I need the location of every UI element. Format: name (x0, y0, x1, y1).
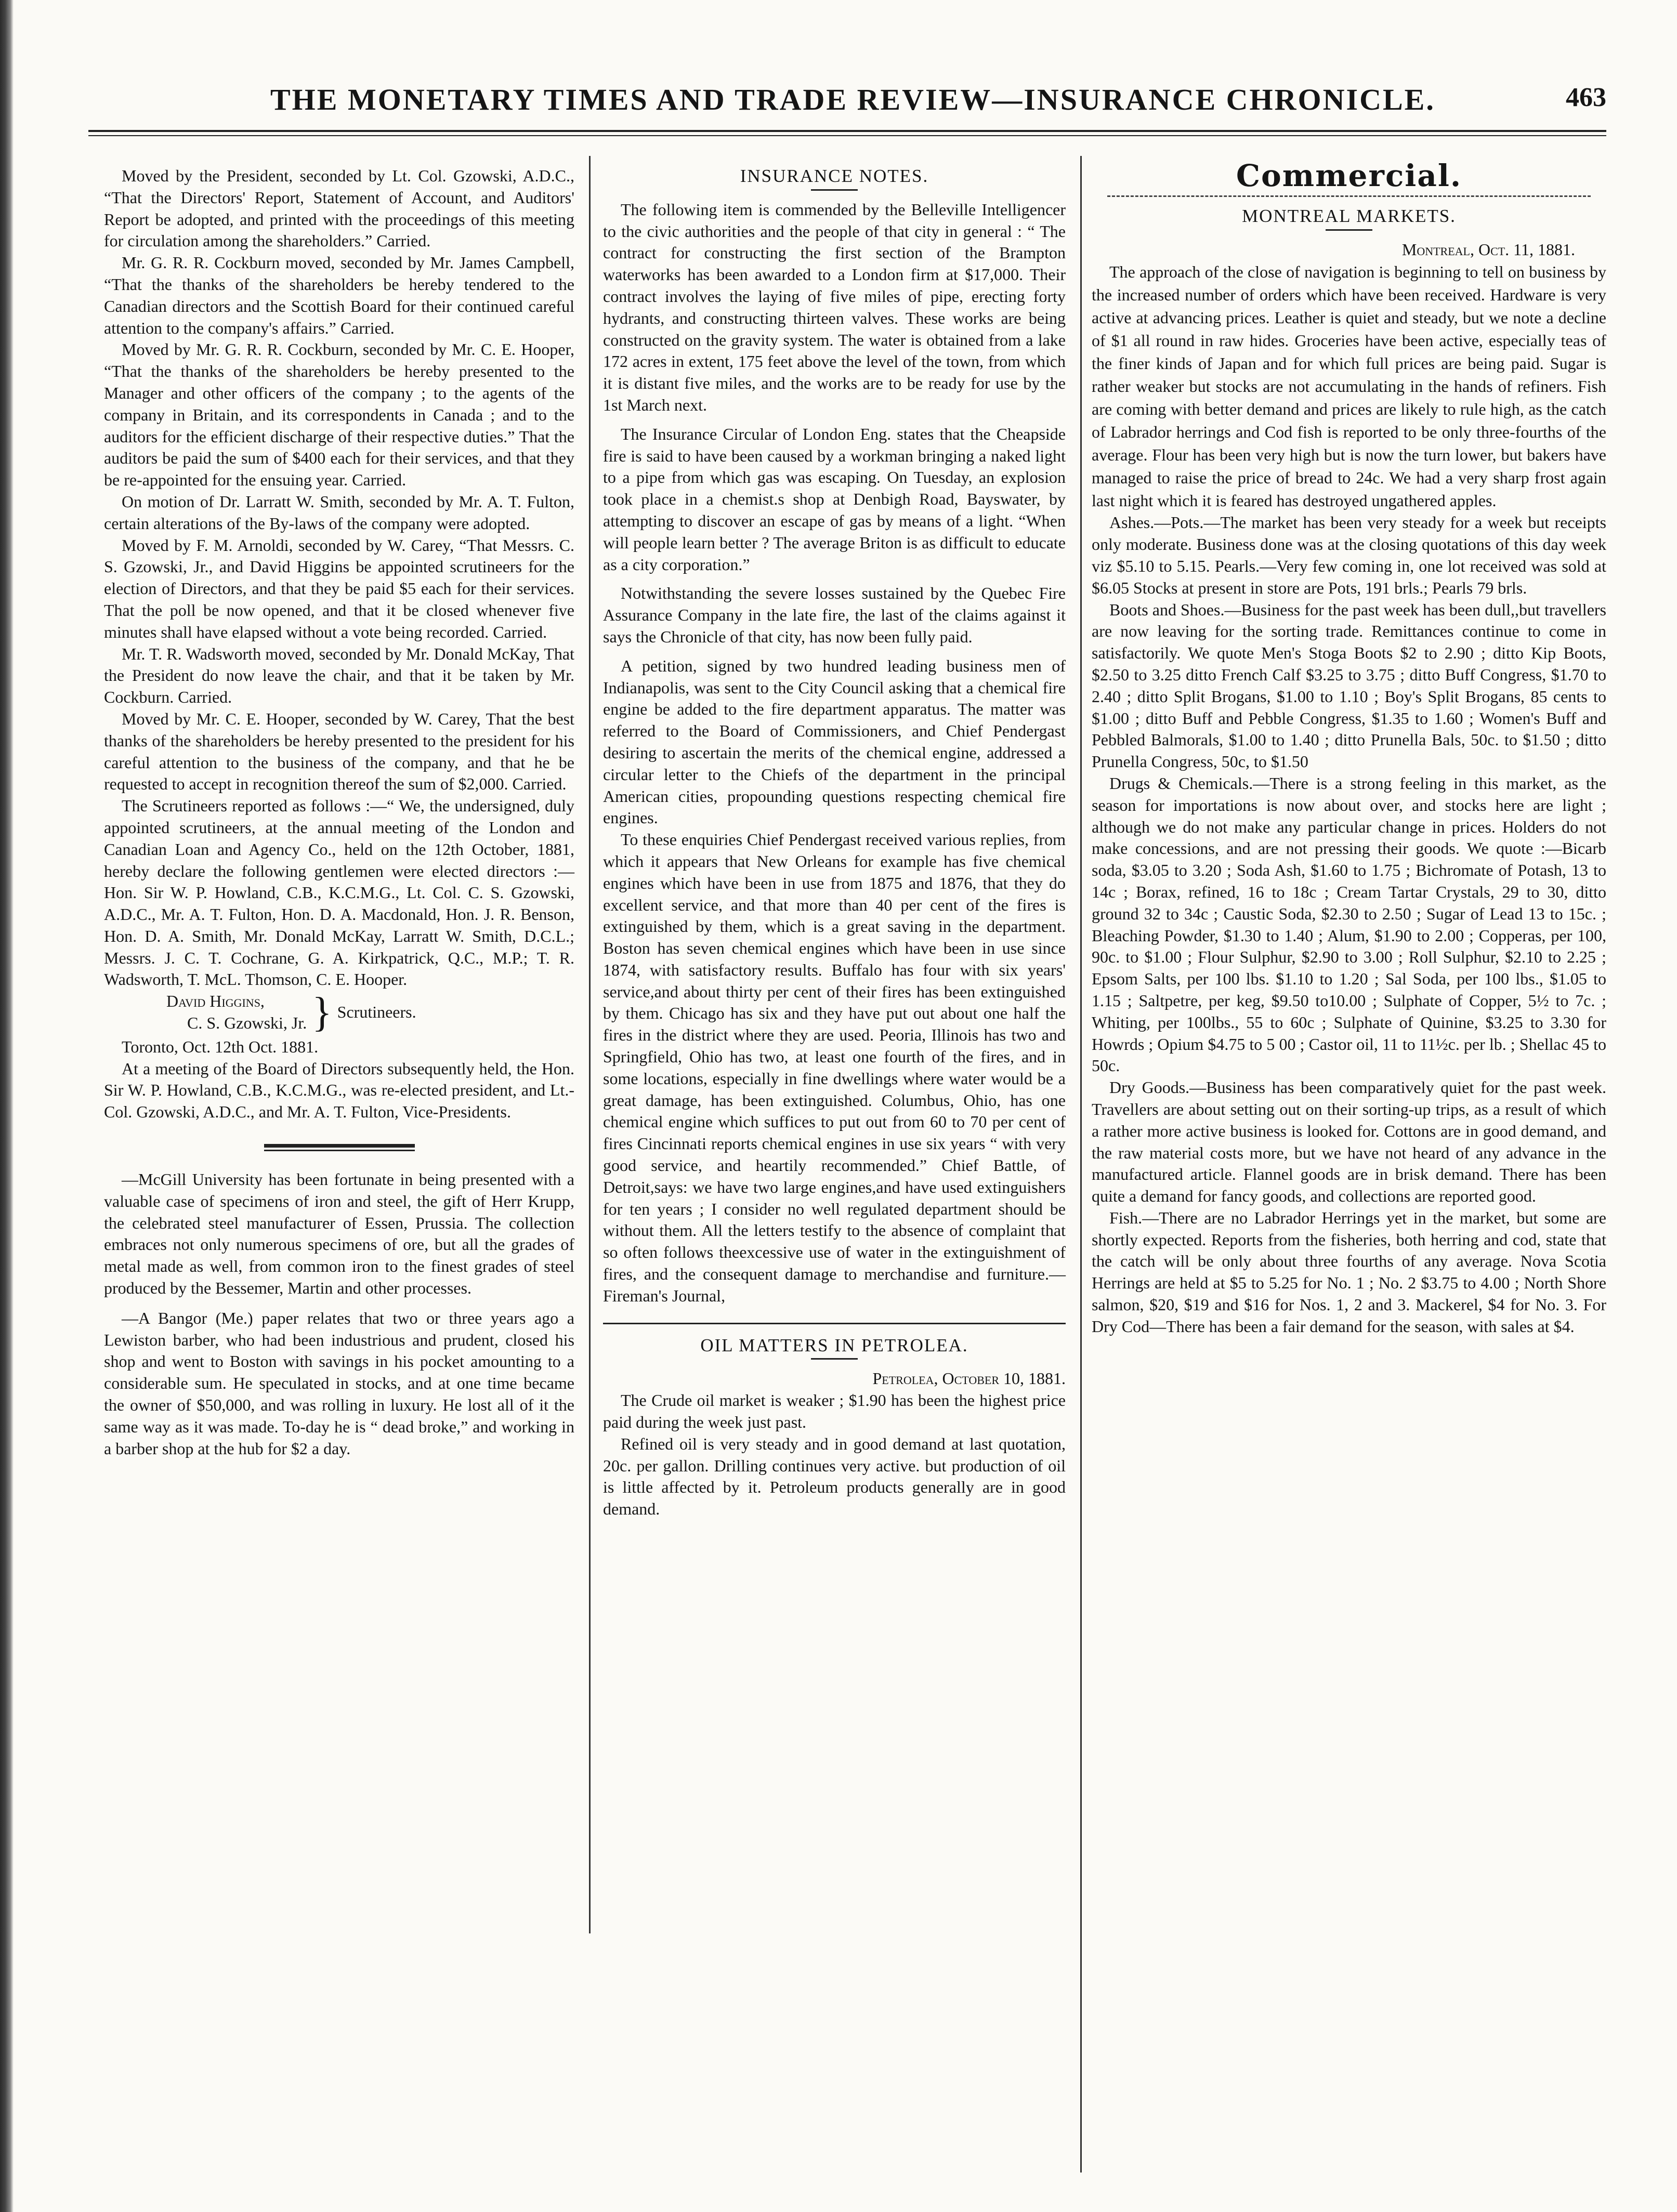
left-column (104, 165, 574, 1459)
minutes-paragraph: Moved by the President, seconded by Lt. Col. Gzowski, A.D.C., “That the Directors' Report, Statement of Account, and Auditors' Report be adopted, and printed with the proceedings of this meeting for circulation among the shareholders.” Carried. (104, 166, 574, 251)
minutes-paragraph: Mr. T. R. Wadsworth moved, seconded by Mr. Donald McKay, That the President do now leave the chair, and that it be taken by Mr. Cockburn. Carried. (104, 644, 574, 707)
minutes-paragraph: Mr. G. R. R. Cockburn moved, seconded by Mr. James Campbell, “That the thanks of the shareholders be hereby tendered to the Canadian directors and the Scottish Board for their continued careful attention to the company's affairs.” Carried. (104, 253, 574, 337)
minutes-paragraph: On motion of Dr. Larratt W. Smith, seconded by Mr. A. T. Fulton, certain alterations of the By-laws of the company were adopted. (104, 492, 574, 533)
oil-paragraph: The Crude oil market is weaker ; $1.90 has been the highest price paid during the week just past. (603, 1391, 1066, 1432)
column-rule-1 (589, 156, 591, 1933)
commercial-heading: Commercial. (1236, 158, 1462, 193)
section-separator (603, 1323, 1066, 1324)
right-column (1092, 158, 1606, 1338)
mcgill-paragraph: —McGill University has been fortunate in being presented with a valuable case of specimens of iron and steel, the gift of Herr Krupp, the celebrated steel manufacturer of Essen, Prussia. The collection embraces not only numerous specimens of ore, but all the grades of metal made as well, from common iron to the finest grades of steel produced by the Bessemer, Martin and other processes. (104, 1170, 574, 1298)
brace-glyph: } (312, 990, 332, 1036)
minutes-paragraph: Moved by Mr. C. E. Hooper, seconded by W. Carey, That the best thanks of the shareholders be hereby presented to the president for his careful attention to the business of the company, and that he be requested to accept in recognition thereof the sum of $2,000. Carried. (104, 709, 574, 794)
fish-paragraph: Fish.—There are no Labrador Herrings yet in the market, but some are shortly expected. Reports from the fisheries, both herring and cod, state that the catch will be only about three fourths of any average. Nova Scotia Herrings are held at $5 to 5.25 for No. 1 ; No. 2 $3.75 to 4.00 ; North Shore salmon, $20, $19 and $16 for Nos. 1, 2 and 3. Mackerel, $4 for No. 3. For Dry Cod—There has been a fair demand for the season, with sales at $4. (1092, 1208, 1606, 1336)
column-rule-2 (1080, 156, 1082, 2172)
heading-dash (1326, 229, 1372, 231)
page-header (88, 78, 1606, 120)
oil-matters-heading: OIL MATTERS IN PETROLEA. (700, 1335, 968, 1355)
montreal-dateline: Montreal, Oct. 11, 1881. (1401, 240, 1575, 259)
drugs-chemicals-paragraph: Drugs & Chemicals.—There is a strong feeling in this market, as the season for importations is now about over, and stocks here are light ; although we do not make any particular change in prices. Holders do not make concessions, and are not pressing their goods. We quote :—Bicarb soda, $3.05 to 3.20 ; Soda Ash, $1.60 to 1.75 ; Bichromate of Potash, 13 to 14c ; Borax, refined, 16 to 18c ; Cream Tartar Crystals, 29 to 30, ditto ground 32 to 34c ; Caustic Soda, $2.30 to 2.50 ; Sugar of Lead 13 to 15c. ; Bleaching Powder, $1.30 to 1.40 ; Alum, $1.90 to 2.00 ; Copperas, per 100, 90c. to $1.00 ; Flour Sulphur, $2.90 to 3.00 ; Roll Sulphur, $2.10 to 2.25 ; Epsom Salts, per 100 lbs. $1.10 to 1.20 ; Sal Soda, per 100 lbs., $1.05 to 1.15 ; Saltpetre, per keg, $9.50 to10.00 ; Sulphate of Copper, 5½ to 7c. ; Whiting, per 100lbs., 55 to 60c ; Sulphate of Quinine, $3.25 to 3.30 for Howrds ; Opium $4.75 to 5 00 ; Castor oil, 11 to 11½c. per lb. ; Shellac 45 to 50c. (1092, 773, 1606, 1075)
article-paragraph: Notwithstanding the severe losses sustained by the Quebec Fire Assurance Company in the late fire, the last of the claims against it says the Chronicle of that city, has now been fully paid. (603, 584, 1066, 646)
heading-dash (811, 1358, 858, 1360)
heading-dash (811, 189, 858, 191)
scrutineers-signature (166, 991, 574, 1034)
scrutineer-name: David Higgins, (166, 992, 265, 1011)
article-paragraph: The following item is commended by the Belleville Intelligencer to the civic authorities and the people of that city in general : “ The contract for constructing the first section of the Brampton waterworks has been awarded to a London firm at $17,000. Their contract involves the laying of five miles of pipe, erecting forty hydrants, and constructing thirteen valves. These works are being constructed on the gravity system. The water is obtained from a lake 172 acres in extent, 175 feet above the level of the town, from which it is distant five miles, and the works are to be ready for use by the 1st March next. (603, 200, 1066, 414)
minutes-paragraph: Moved by Mr. G. R. R. Cockburn, seconded by Mr. C. E. Hooper, “That the thanks of the shareholders be hereby presented to the Manager and other officers of the company ; to the agents of the company in Britain, and its correspondents in Canada ; and to the auditors for the efficient discharge of their respective duties.” That the auditors be paid the sum of $400 each for their services, and that they be re-appointed for the ensuing year. Carried. (104, 340, 574, 490)
minutes-paragraph: The Scrutineers reported as follows :—“ We, the undersigned, duly appointed scrutineers, at the annual meeting of the London and Canadian Loan and Agency Co., held on the 12th October, 1881, hereby declare the following gentlemen were elected directors :—Hon. Sir W. P. Howland, C.B., K.C.M.G., Lt. Col. C. S. Gzowski, A.D.C., Mr. A. T. Fulton, Hon. D. A. Macdonald, Hon. J. R. Benson, Hon. D. A. Smith, Mr. Donald McKay, Larratt W. Smith, D.C.L.; Messrs. J. C. T. Cochrane, G. A. Kirkpatrick, Q.C., M.P.; T. R. Wadsworth, T. McL. Thomson, C. E. Hooper. (104, 796, 574, 989)
bangor-paragraph: —A Bangor (Me.) paper relates that two or three years ago a Lewiston barber, who had been industrious and prudent, closed his shop and went to Boston with savings in his pocket amounting to a considerable sum. He speculated in stocks, and at one time became the owner of $50,000, and was rolling in luxury. He lost all of it the same way as it was made. To-day he is “ dead broke,” and working in a barber shop at the hub for $2 a day. (104, 1308, 574, 1458)
oil-paragraph: Refined oil is very steady and in good demand at last quotation, 20c. per gallon. Drilling continues very active. but production of oil is little affected by it. Petroleum products generally are in good demand. (603, 1434, 1066, 1519)
market-intro-paragraph: The approach of the close of navigation is beginning to tell on business by the increased number of orders which have been received. Hardware is very active at advancing prices. Leather is quiet and steady, but we note a decline of $1 all round in raw hides. Groceries have been active, especially teas of the finer kinds of Japan and for which full prices are being paid. Sugar is rather weaker but stocks are not accumulating in the hands of refiners. Fish are coming with better demand and prices are likely to rule high, as the catch of Labrador herrings and Cod fish is reported to be only three-fourths of the average. Flour has been very high but is now the turn lower, but bakers have managed to raise the price of bread to 24c. We had a very sharp frost again last night which it is feared has destroyed ungathered apples. (1092, 262, 1606, 510)
ashes-paragraph: Ashes.—Pots.—The market has been very steady for a week but receipts only moderate. Business done was at the closing quotations of this day week viz $5.10 to 5.15. Pearls.—Very few coming in, one lot received was sold at $6.05 Stocks at present in store are Pots, 191 brls.; Pearls 79 brls. (1092, 513, 1606, 597)
header-double-rule (88, 130, 1606, 136)
dry-goods-paragraph: Dry Goods.—Business has been comparatively quiet for the past week. Travellers are about setting out on their sorting-up trips, as a result of which a rather more active business is looked for. Cottons are in good demand, and the raw material costs more, but we have not heard of any advance in the manufactured article. Flannel goods are in brisk demand. There has been quite a demand for fancy goods, and collections are reported good. (1092, 1078, 1606, 1206)
middle-column (603, 165, 1066, 1520)
board-paragraph: At a meeting of the Board of Directors subsequently held, the Hon. Sir W. P. Howland, C.B., K.C.M.G., was re-elected president, and Lt.-Col. Gzowski, A.D.C., and Mr. A. T. Fulton, Vice-Presidents. (104, 1059, 574, 1122)
oil-dateline: Petrolea, October 10, 1881. (872, 1369, 1066, 1388)
montreal-markets-heading: MONTREAL MARKETS. (1242, 205, 1456, 226)
page-number: 463 (1566, 83, 1606, 112)
section-separator (264, 1144, 415, 1151)
insurance-notes-heading: INSURANCE NOTES. (740, 166, 929, 186)
article-paragraph: The Insurance Circular of London Eng. states that the Cheapside fire is said to have been caused by a workman bringing a naked light to a pipe from which gas was escaping. On Tuesday, an explosion took place in a chemist.s shop at Denbigh Road, Bayswater, by attempting to discover an escape of gas by means of a light. “When will people learn better ? The average Briton is as difficult to educate as a city corporation.” (603, 424, 1066, 574)
scrutineers-label: Scrutineers. (337, 1003, 416, 1022)
boots-shoes-paragraph: Boots and Shoes.—Business for the past week has been dull,,but travellers are now leaving for the sorting trade. Remittances continue to come in satisfactorily. We quote Men's Stoga Boots $2 to 2.90 ; ditto Kip Boots, $2.50 to 3.25 ditto French Calf $3.25 to 3.75 ; ditto Buff Congress, $1.70 to 2.40 ; ditto Split Brogans, $1.00 to 1.10 ; Boy's Split Brogans, 85 cents to $1.00 ; ditto Buff and Pebble Congress, $1.35 to 1.60 ; Women's Buff and Pebbled Balmorals, $1.00 to 1.40 ; ditto Prunella Bals, 50c. to $1.50 ; ditto Prunella Congress, 50c, to $1.50 (1092, 600, 1606, 771)
article-paragraph: A petition, signed by two hundred leading business men of Indianapolis, was sent to the City Council asking that a chemical fire engine be added to the fire department apparatus. The matter was referred to the Board of Commissioners, and Chief Pendergast desiring to ascertain the merits of the chemical engine, addressed a circular letter to the Chiefs of the department in the principal American cities, propounding questions respecting chemical fire engines. (603, 656, 1066, 827)
scrutineer-name: C. S. Gzowski, Jr. (187, 1013, 307, 1033)
page-binding-edge (0, 0, 14, 2212)
minutes-paragraph: Moved by F. M. Arnoldi, seconded by W. Carey, “That Messrs. C. S. Gzowski, Jr., and David Higgins be appointed scrutineers for the election of Directors, and that they be paid $5 each for their services. That the poll be now opened, and that it be closed whenever five minutes shall have elapsed without a vote being recorded. Carried. (104, 535, 574, 641)
toronto-dateline: Toronto, Oct. 12th Oct. 1881. (122, 1037, 319, 1056)
masthead-title: THE MONETARY TIMES AND TRADE REVIEW—INSURANCE CHRONICLE. (270, 83, 1435, 116)
article-paragraph: To these enquiries Chief Pendergast received various replies, from which it appears that New Orleans for example has five chemical engines which have been in use from 1875 and 1876, that they do excellent service, and that more than 40 per cent of the fires is extinguished by them, which is a great saving in the department. Boston has seven chemical engines which have been in use since 1874, with satisfactory results. Buffalo has four with six years' service,and about thirty per cent of their fires has been extinguished by them. Chicago has six and they have put out about one half the fires in the district where they are used. Peoria, Illinois has two and Springfield, Ohio has two, at least one fourth of the fires, and in some locations, especially in fine dwellings where water would be a great damage, has been extinguished. Columbus, Ohio, has one chemical engine which suffices to put out from 60 to 70 per cent of fires Cincinnati reports chemical engines in use six years “ with very good service, and heartily recommended.” Chief Battle, of Detroit,says: we have two large engines,and have used extinguishers for ten years ; I consider no well regulated department should be without them. All the letters testify to the absence of complaint that so often follows theexcessive use of water in the extinguishment of fires, and the consequent damage to merchandise and furniture.—Fireman's Journal, (603, 830, 1066, 1305)
